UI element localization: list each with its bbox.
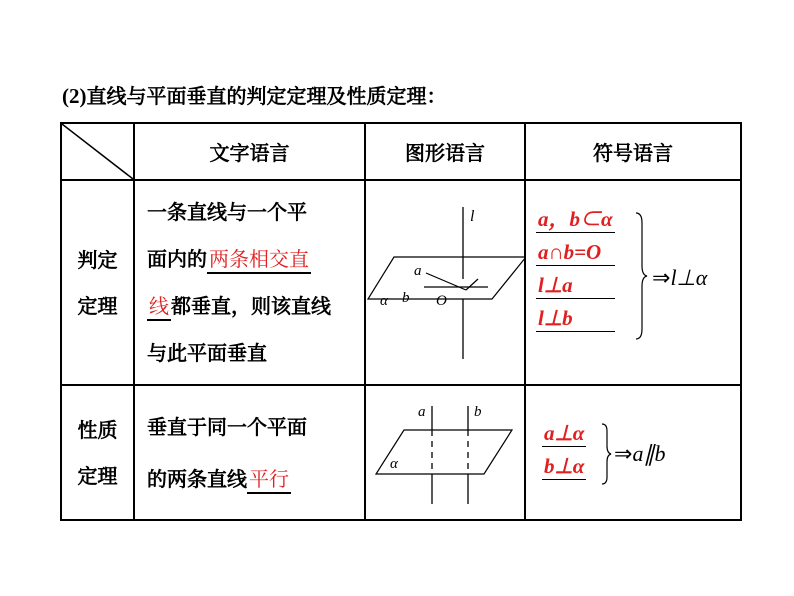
- header-figure-language: 图形语言: [365, 123, 525, 180]
- text-line: [147, 453, 364, 505]
- conclusion-determination: [652, 265, 707, 291]
- fill-blank-2: 平行: [247, 466, 291, 494]
- text-determination: [134, 180, 365, 385]
- label-a: a: [414, 263, 422, 279]
- text-line: [147, 236, 360, 283]
- fill-blank-1b: 线: [147, 293, 171, 321]
- symbol-conditions: [536, 206, 615, 338]
- text-line: 与此平面垂直: [147, 340, 267, 365]
- row-label-line: 判定: [77, 247, 118, 272]
- text-fragment: 面内的: [147, 246, 207, 271]
- symbol-determination: [525, 180, 741, 385]
- section-number: (2): [62, 84, 87, 108]
- label-alpha: α: [390, 456, 398, 472]
- figure-determination: [365, 180, 525, 385]
- corner-cell: [61, 123, 134, 180]
- implies-symbol: ⇒: [652, 265, 671, 290]
- label-alpha: α: [380, 293, 388, 309]
- conclusion-text: a∥b: [632, 441, 666, 466]
- row-label-line: 定理: [77, 293, 118, 318]
- section-title: 直线与平面垂直的判定定理及性质定理：: [86, 84, 447, 108]
- figure-property: [365, 385, 525, 520]
- symbol-property: [525, 385, 741, 520]
- theorem-table: [60, 122, 742, 521]
- row-label-determination: [61, 180, 134, 385]
- section-heading: [62, 80, 447, 109]
- row-label-line: 定理: [77, 463, 118, 488]
- symbol-conditions: [542, 420, 586, 486]
- implies-symbol: ⇒: [614, 441, 633, 466]
- label-o: O: [436, 293, 447, 309]
- conclusion-text: l⊥α: [670, 265, 708, 290]
- label-b: b: [474, 404, 482, 420]
- row-label-line: 性质: [77, 417, 118, 442]
- text-line: 垂直于同一个平面: [147, 414, 307, 439]
- parallel-lines-figure: [366, 386, 524, 519]
- conclusion-property: [614, 441, 665, 467]
- text-property: [134, 385, 365, 520]
- brace: [600, 422, 612, 486]
- diagonal-line: [62, 124, 133, 179]
- text-line: [147, 283, 360, 330]
- label-b: b: [402, 290, 410, 306]
- label-l: l: [470, 208, 475, 225]
- condition-2: b⊥α: [544, 454, 585, 478]
- header-text-language: 文字语言: [134, 123, 365, 180]
- condition-3: l⊥a: [536, 272, 615, 299]
- brace: [634, 211, 648, 341]
- condition-2: a∩b=O: [536, 239, 615, 266]
- fill-blank-1a: 两条相交直: [207, 246, 311, 274]
- condition-4: l⊥b: [536, 305, 615, 332]
- row-label-property: [61, 385, 134, 520]
- text-line: 一条直线与一个平: [147, 199, 307, 224]
- condition-1: a，b⊂α: [538, 207, 613, 231]
- label-a: a: [418, 404, 426, 420]
- plane-perpendicular-figure: [366, 181, 524, 384]
- text-fragment: 都垂直，则该直线: [171, 293, 331, 318]
- condition-1: a⊥α: [544, 421, 585, 445]
- header-symbol-language: 符号语言: [525, 123, 741, 180]
- text-fragment: 的两条直线: [147, 466, 247, 491]
